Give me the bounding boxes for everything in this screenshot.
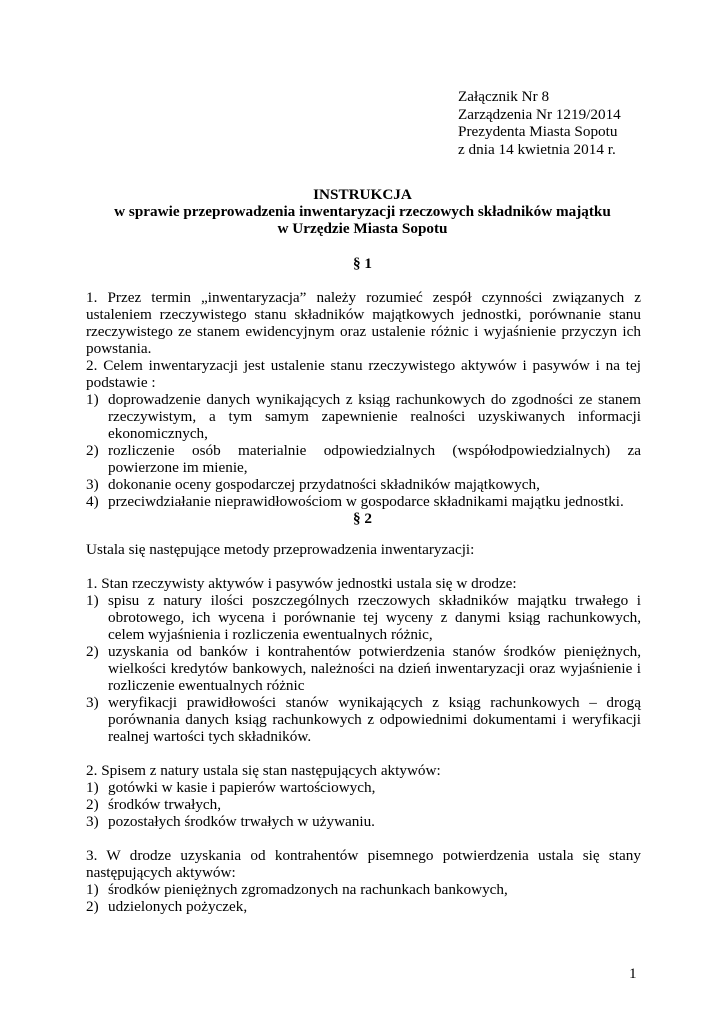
header-line-1: Załącznik Nr 8 bbox=[458, 88, 550, 105]
list-item: 1) doprowadzenie danych wynikających z ksiąg rachunkowych do zgodności ze stanem rzeczywistym, a tym samym zapewnienie realności uzyskiwanych informacji ekonomicznych, bbox=[86, 391, 641, 442]
list-item: 2) uzyskania od banków i kontrahentów potwierdzenia stanów środków pieniężnych, wielkości kredytów bankowych, należności na dzień inwentaryzacji oraz wyjaśnienie i rozliczenie ewentualnych różnic bbox=[86, 643, 641, 694]
section-2-body bbox=[86, 541, 641, 915]
section-2-intro: Ustala się następujące metody przeprowadzenia inwentaryzacji: bbox=[86, 541, 475, 558]
attachment-header bbox=[458, 88, 621, 158]
section-1-body bbox=[86, 289, 641, 510]
header-line-4: z dnia 14 kwietnia 2014 r. bbox=[458, 140, 616, 158]
section-2-paragraph-2: 2. Spisem z natury ustala się stan następujących aktywów: bbox=[86, 762, 441, 779]
section-2-list-2 bbox=[86, 779, 641, 830]
list-item: 3) weryfikacji prawidłowości stanów wynikających z ksiąg rachunkowych – drogą porównania danych ksiąg rachunkowych z odpowiednimi dokumentami i weryfikacji realnej wartości tych składników. bbox=[86, 694, 641, 745]
title-line-3: w Urzędzie Miasta Sopotu bbox=[277, 220, 448, 237]
section-2-mark: § 2 bbox=[353, 510, 372, 527]
list-item: 2) udzielonych pożyczek, bbox=[86, 898, 248, 915]
list-item: 3) dokonanie oceny gospodarczej przydatności składników majątkowych, bbox=[86, 476, 540, 493]
title-line-2: w sprawie przeprowadzenia inwentaryzacji rzeczowych składników majątku bbox=[114, 203, 611, 220]
header-line-2: Zarządzenia Nr 1219/2014 bbox=[458, 105, 621, 123]
list-item: 1) gotówki w kasie i papierów wartościowych, bbox=[86, 779, 376, 796]
list-item: 2) środków trwałych, bbox=[86, 796, 222, 813]
list-item: 2) rozliczenie osób materialnie odpowiedzialnych (współodpowiedzialnych) za powierzone im mienie, bbox=[86, 442, 641, 476]
section-2-paragraph-1: 1. Stan rzeczywisty aktywów i pasywów jednostki ustala się w drodze: bbox=[86, 575, 517, 592]
list-item: 1) spisu z natury ilości poszczególnych rzeczowych składników majątku trwałego i obrotowego, ich wycena i porównanie tej wyceny z danymi ksiąg rachunkowych, celem wyjaśnienia i rozliczenia ewentualnych różnic, bbox=[86, 592, 641, 643]
section-2-paragraph-3: 3. W drodze uzyskania od kontrahentów pisemnego potwierdzenia ustala się stany następujących aktywów: bbox=[86, 847, 641, 881]
document-title bbox=[84, 186, 641, 237]
section-1-list bbox=[86, 391, 641, 510]
list-item: 4) przeciwdziałanie nieprawidłowościom w gospodarce składnikami majątku jednostki. bbox=[86, 493, 624, 510]
section-1-paragraph-2: 2. Celem inwentaryzacji jest ustalenie stanu rzeczywistego aktywów i pasywów i na tej podstawie : bbox=[86, 357, 641, 391]
section-1-paragraph-1: 1. Przez termin „inwentaryzacja” należy rozumieć zespół czynności związanych z ustaleniem rzeczywistego stanu składników majątkowych jednostki, porównanie stanu rzeczywistego ze stanem ewidencyjnym oraz ustalenie różnic i wyjaśnienie przyczyn ich powstania. bbox=[86, 289, 641, 357]
title-line-1: INSTRUKCJA bbox=[313, 186, 412, 203]
header-line-3: Prezydenta Miasta Sopotu bbox=[458, 123, 618, 140]
section-2-list-3 bbox=[86, 881, 641, 915]
list-item: 1) środków pieniężnych zgromadzonych na rachunkach bankowych, bbox=[86, 881, 508, 898]
list-item: 3) pozostałych środków trwałych w używaniu. bbox=[86, 813, 375, 830]
page-number: 1 bbox=[629, 965, 637, 982]
section-1-mark: § 1 bbox=[353, 255, 372, 272]
section-2-list-1 bbox=[86, 592, 641, 745]
